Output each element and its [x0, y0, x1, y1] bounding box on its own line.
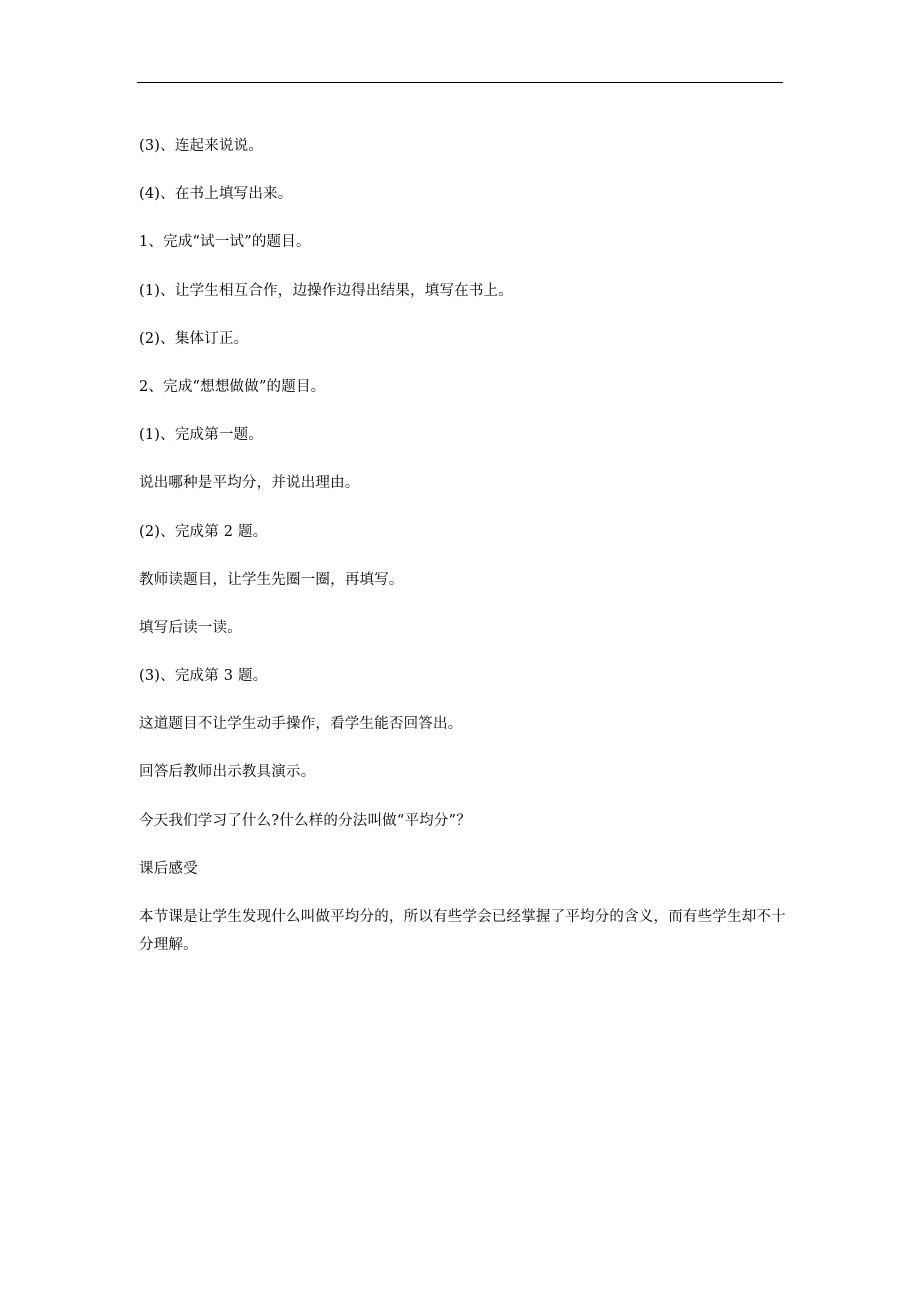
paragraph: 本节课是让学生发现什么叫做平均分的，所以有些学会已经掌握了平均分的含义，而有些学生却不十分理解。 [139, 909, 786, 953]
paragraph: 教师读题目，让学生先圈一圈，再填写。 [139, 571, 404, 588]
header-rule [137, 82, 783, 83]
paragraph: 这道题目不让学生动手操作，看学生能否回答出。 [139, 716, 463, 733]
paragraph: 2、完成“想想做做”的题目。 [139, 378, 326, 395]
document-body [139, 134, 787, 983]
paragraph: 说出哪种是平均分，并说出理由。 [139, 475, 360, 492]
paragraph: (1)、完成第一题。 [139, 427, 264, 444]
paragraph: (2)、完成第 2 题。 [139, 523, 268, 540]
paragraph: 填写后读一读。 [139, 619, 242, 636]
paragraph: 1、完成“试一试”的题目。 [139, 234, 311, 251]
paragraph: 回答后教师出示教具演示。 [139, 764, 316, 781]
paragraph: (2)、集体订正。 [139, 330, 249, 347]
section-heading: 课后感受 [139, 860, 198, 877]
paragraph: 今天我们学习了什么?什么样的分法叫做“平均分”？ [139, 812, 471, 829]
paragraph: (3)、完成第 3 题。 [139, 668, 268, 685]
paragraph: (4)、在书上填写出来。 [139, 186, 293, 203]
paragraph: (1)、让学生相互合作，边操作边得出结果，填写在书上。 [139, 282, 513, 299]
paragraph: (3)、连起来说说。 [139, 138, 264, 154]
